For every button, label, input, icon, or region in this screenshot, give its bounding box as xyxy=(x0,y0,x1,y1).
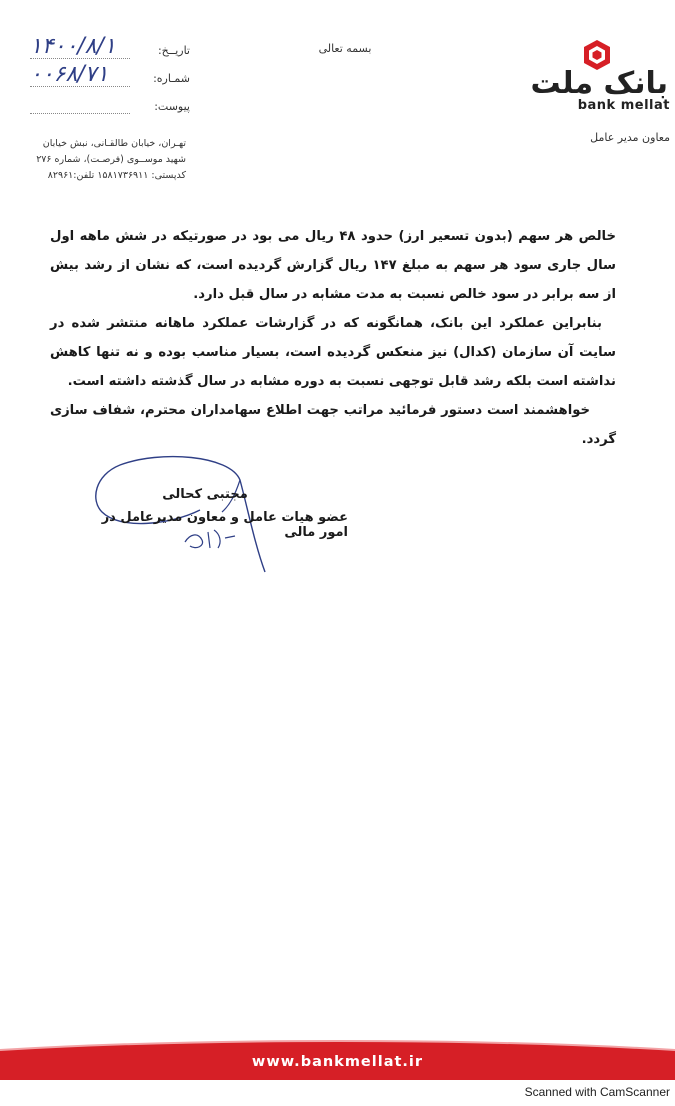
date-value: ۱۴۰۰/۸/۱ xyxy=(30,34,116,59)
invocation: بسمه تعالی xyxy=(318,42,372,55)
bank-name-en: bank mellat xyxy=(577,98,670,113)
department-title: معاون مدیر عامل xyxy=(590,131,670,144)
bank-name-fa: بانک ملت xyxy=(530,66,668,101)
website-link[interactable]: www.bankmellat.ir xyxy=(251,1054,424,1070)
paragraph-3: خواهشمند است دستور فرمائید مراتب جهت اطلاع سهامداران محترم، شفاف سازی گردد. xyxy=(50,403,616,447)
date-label: تاریــخ: xyxy=(157,44,190,57)
number-value: ۰۰۶۸/۷۱ xyxy=(30,62,109,87)
attachment-line xyxy=(30,113,130,114)
address-line-3: کدپستی: ۱۵۸۱۷۳۶۹۱۱ تلفن:۸۲۹۶۱ xyxy=(47,170,186,181)
address-line-1: تهـران، خیابان طالقـانی، نبش خیابان xyxy=(42,138,186,149)
number-label: شمـاره: xyxy=(153,72,190,85)
signatory-name: مجتبی کحالی xyxy=(162,487,248,502)
paragraph-2: بنابراین عملکرد این بانک، همانگونه که در گزارشات عملکرد ماهانه منتشر شده در سایت آن سازمان (کدال) نیز منعکس گردیده است، بسیار مناسب بوده و نه تنها کاهش نداشته است بلکه رشد قابل توجهی نسبت به دوره مشابه در سال گذشته داشته است. xyxy=(50,316,616,389)
letter-body xyxy=(50,222,616,454)
scanner-watermark: Scanned with CamScanner xyxy=(524,1085,670,1099)
signatory-title: عضو هیات عامل و معاون مدیرعامل در امور مالی xyxy=(101,510,348,540)
address-line-2: شهید موســوی (فرصـت)، شماره ۲۷۶ xyxy=(36,154,186,165)
paragraph-1: خالص هر سهم (بدون تسعیر ارز) حدود ۴۸ ریال می بود در صورتیکه در شش ماهه اول سال جاری سود هر سهم به مبلغ ۱۴۷ ریال گزارش گردیده است، که نشان از رشد بیش از سه برابر در سود خالص نسبت به مدت مشابه در سال قبل دارد. xyxy=(50,229,616,302)
attachment-label: پیوست: xyxy=(154,100,190,113)
